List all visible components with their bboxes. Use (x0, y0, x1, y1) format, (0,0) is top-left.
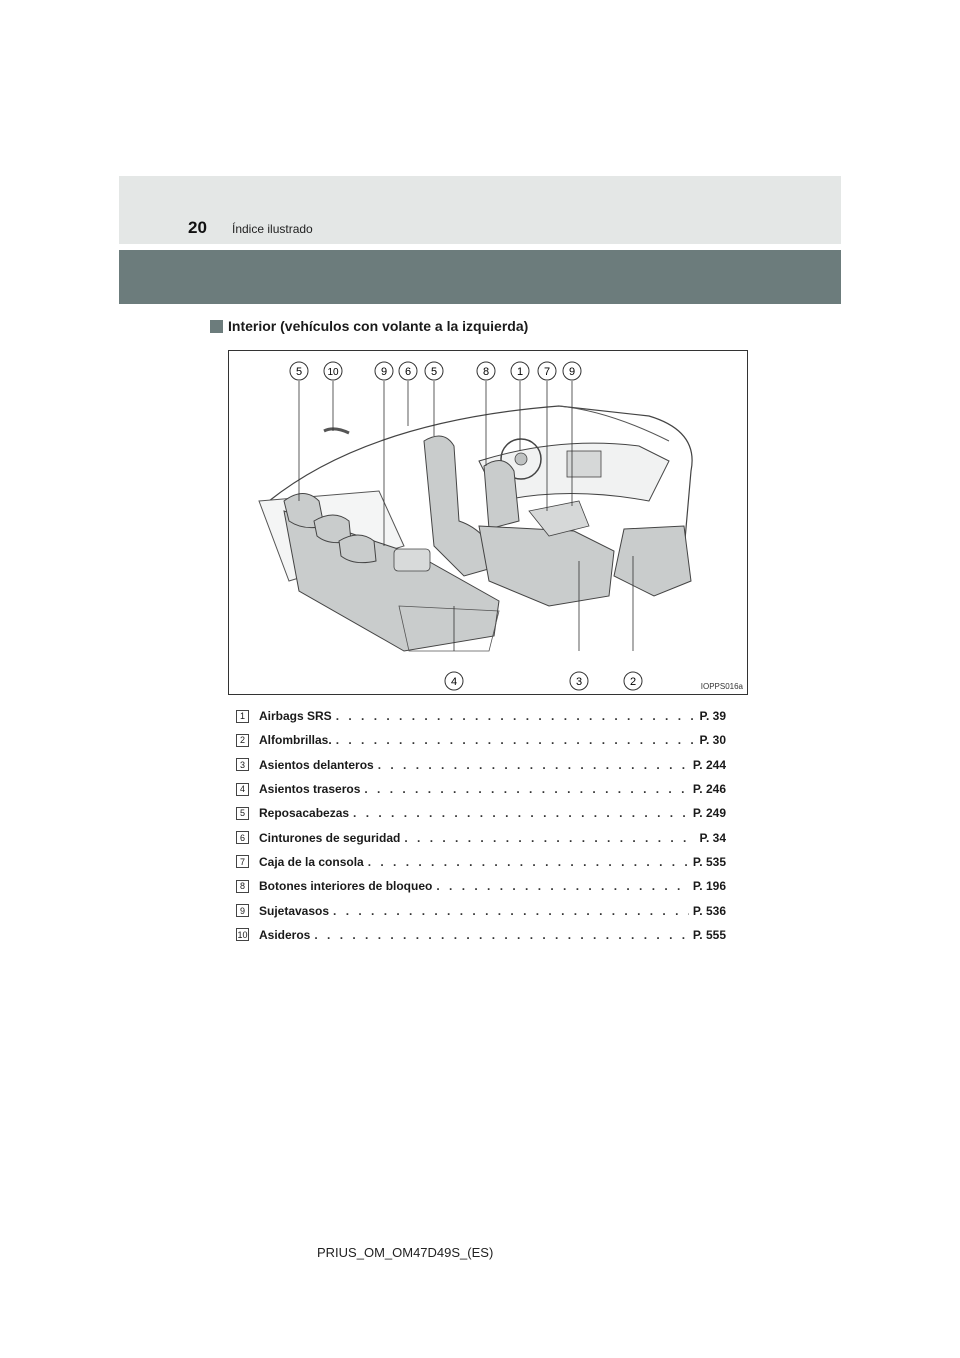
dot-leader (336, 733, 696, 747)
legend-item (236, 923, 726, 947)
legend-number: 9 (236, 904, 249, 917)
legend-list (236, 704, 726, 947)
legend-label: Caja de la consola (259, 854, 364, 869)
legend-number: 8 (236, 880, 249, 893)
legend-label: Reposacabezas (259, 806, 350, 821)
legend-label: Cinturones de seguridad (259, 830, 401, 845)
legend-item (236, 704, 726, 728)
callout-3-front-seat (569, 671, 589, 691)
legend-item (236, 850, 726, 874)
svg-text:5: 5 (295, 366, 303, 378)
legend-number: 2 (236, 734, 249, 747)
callout-9-cupholder-front (562, 361, 582, 381)
svg-text:8: 8 (482, 366, 490, 378)
legend-item (236, 898, 726, 922)
legend-number: 1 (236, 710, 249, 723)
legend-number: 3 (236, 758, 249, 771)
dot-leader (314, 928, 688, 942)
legend-label: Sujetavasos (259, 903, 330, 918)
legend-label: Asientos traseros (259, 782, 361, 797)
legend-item (236, 874, 726, 898)
legend-label: Asideros (259, 927, 311, 942)
svg-text:4: 4 (450, 676, 458, 688)
footer-doc-code: PRIUS_OM_OM47D49S_(ES) (317, 1245, 494, 1260)
legend-number: 5 (236, 807, 249, 820)
legend-item (236, 825, 726, 849)
callout-6-seatbelt (398, 361, 418, 381)
dot-leader (333, 904, 689, 918)
dot-leader (353, 806, 689, 820)
callout-7-console (537, 361, 557, 381)
subheading-text: Interior (vehículos con volante a la izquierda) (228, 318, 529, 334)
svg-text:1: 1 (516, 366, 524, 378)
svg-text:3: 3 (575, 676, 583, 688)
svg-text:9: 9 (568, 366, 576, 378)
svg-text:9: 9 (380, 366, 388, 378)
interior-illustration (228, 350, 748, 695)
legend-item (236, 777, 726, 801)
svg-text:7: 7 (543, 366, 551, 378)
page-reference[interactable]: P. 555 (692, 927, 726, 942)
callout-5-headrest-front (424, 361, 444, 381)
dot-leader (364, 782, 688, 796)
dot-leader (368, 855, 689, 869)
callout-10-grip (323, 361, 343, 381)
callout-1-airbag (510, 361, 530, 381)
dot-leader (336, 709, 696, 723)
callout-5-headrest (289, 361, 309, 381)
svg-text:5: 5 (430, 366, 438, 378)
legend-label: Airbags SRS (259, 709, 332, 724)
page-reference[interactable]: P. 196 (692, 879, 726, 894)
dot-leader (378, 758, 689, 772)
page-reference[interactable]: P. 536 (692, 903, 726, 918)
callout-4-rear-seat (444, 671, 464, 691)
figure-code: IOPPS016a (700, 682, 743, 691)
page-reference[interactable]: P. 535 (692, 854, 726, 869)
callout-2-floor-mat (623, 671, 643, 691)
section-title: Índice ilustrado (232, 222, 313, 236)
page-reference[interactable]: P. 249 (692, 806, 726, 821)
legend-item (236, 753, 726, 777)
legend-item (236, 801, 726, 825)
page-reference[interactable]: P. 39 (699, 709, 726, 724)
dot-leader (404, 831, 695, 845)
page-reference[interactable]: P. 244 (692, 757, 726, 772)
callout-8-lock (476, 361, 496, 381)
svg-text:6: 6 (404, 366, 412, 378)
legend-label: Botones interiores de bloqueo (259, 879, 433, 894)
section-band (119, 250, 841, 304)
legend-label: Asientos delanteros (259, 757, 374, 772)
car-interior-drawing (229, 351, 749, 696)
bullet-square-icon (210, 320, 223, 333)
page-reference[interactable]: P. 246 (692, 782, 726, 797)
legend-number: 6 (236, 831, 249, 844)
legend-number: 7 (236, 855, 249, 868)
dot-leader (436, 879, 688, 893)
page-reference[interactable]: P. 34 (699, 830, 726, 845)
legend-item (236, 728, 726, 752)
page-number: 20 (188, 218, 207, 237)
svg-text:10: 10 (327, 367, 339, 378)
legend-number: 4 (236, 783, 249, 796)
subheading (210, 318, 528, 334)
callout-9-cupholder (374, 361, 394, 381)
svg-text:2: 2 (629, 676, 637, 688)
header-band (119, 176, 841, 244)
page-reference[interactable]: P. 30 (699, 733, 726, 748)
legend-number: 10 (237, 929, 248, 940)
legend-label: Alfombrillas. (259, 733, 332, 748)
